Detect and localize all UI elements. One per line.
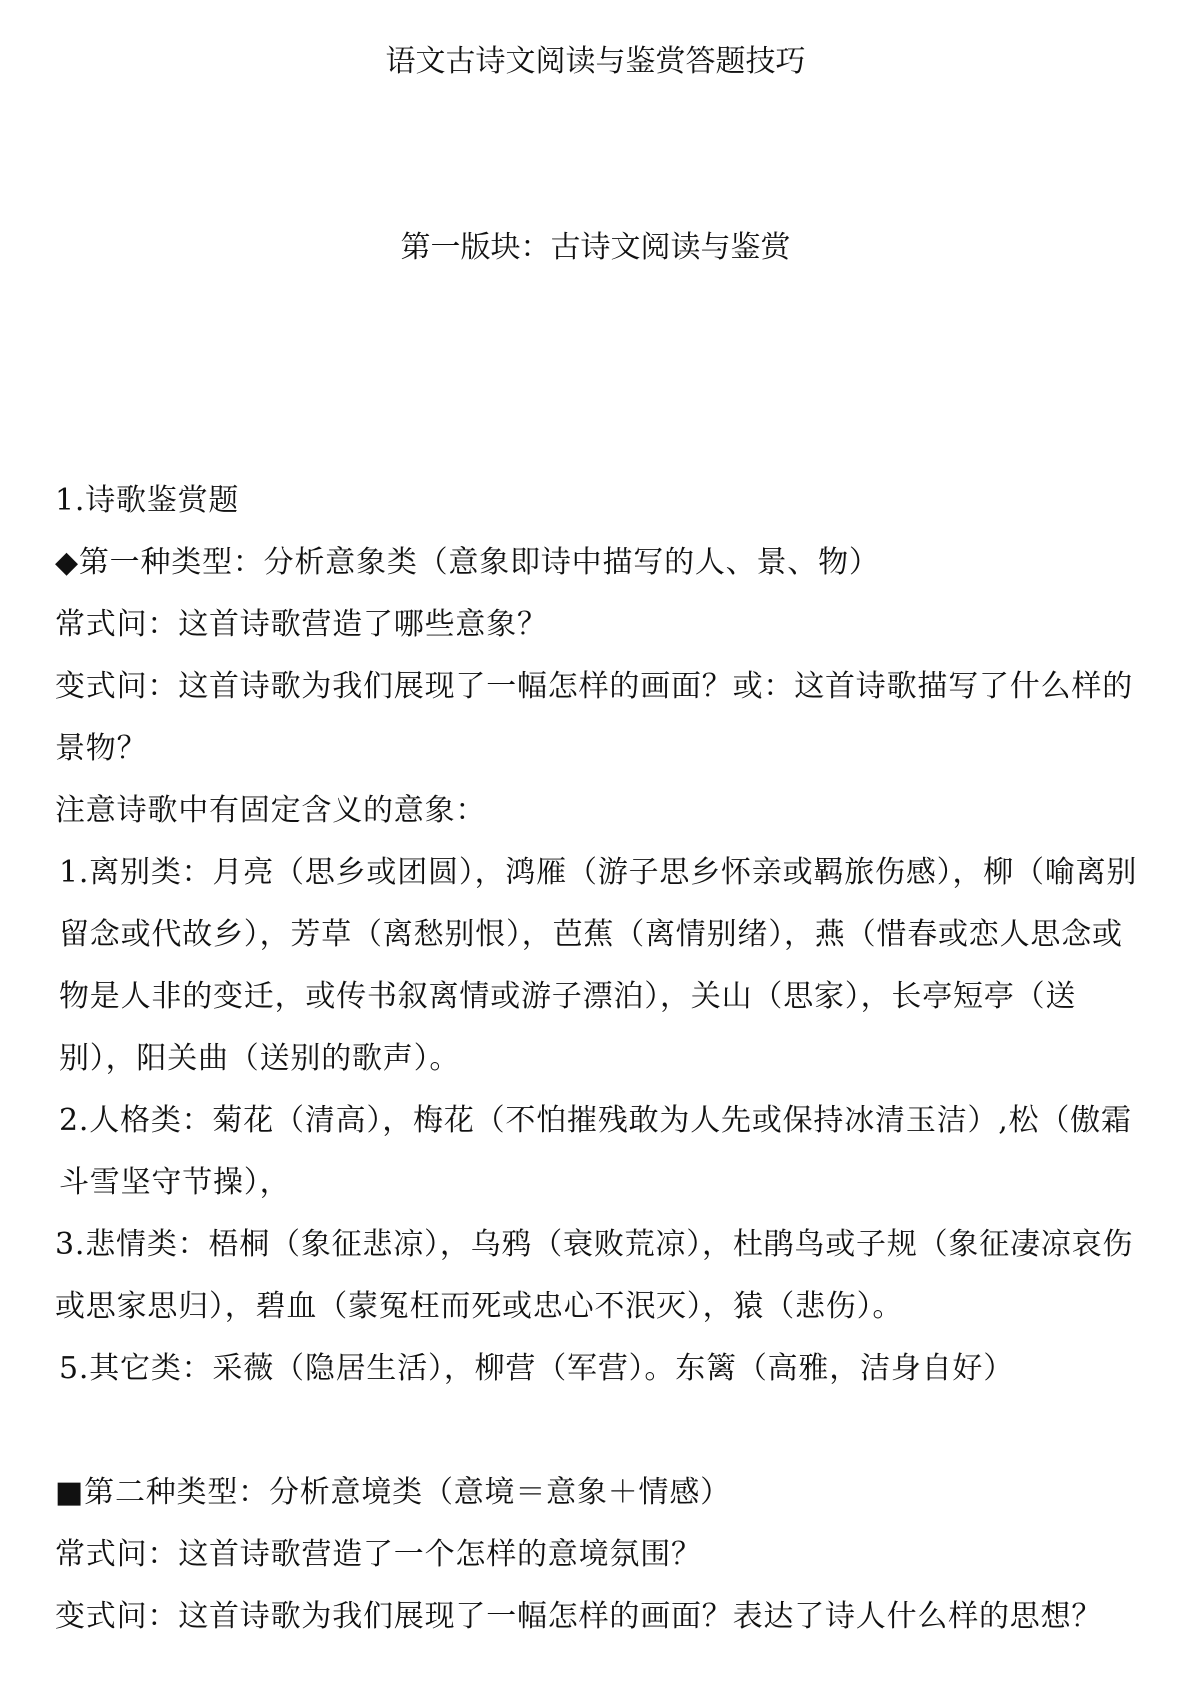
document-title: 语文古诗文阅读与鉴赏答题技巧 <box>385 44 806 79</box>
type1-variant-question: 变式问：这首诗歌为我们展现了一幅怎样的画面？或：这首诗歌描写了什么样的景物？ <box>55 669 1133 766</box>
imagery-item-parting: 1.离别类：月亮（思乡或团圆），鸿雁（游子思乡怀亲或羁旅伤感），柳（喻离别留念或代故乡），芳草（离愁别恨），芭蕉（离情别绪），燕（惜春或恋人思念或物是人非的变迁，或传书叙离情或游子漂泊），关山（思家），长亭短亭（送别），阳关曲（送别的歌声）。 <box>59 855 1138 1076</box>
type1-note: 注意诗歌中有固定含义的意象： <box>55 793 487 828</box>
imagery-item-character: 2.人格类：菊花（清高），梅花（不怕摧残敢为人先或保持冰清玉洁）,松（傲霜斗雪坚守节操）， <box>59 1103 1132 1200</box>
type1-standard-question: 常式问：这首诗歌营造了哪些意象？ <box>55 607 548 642</box>
imagery-item-sorrow: 3.悲情类：梧桐（象征悲凉），乌鸦（衰败荒凉），杜鹃鸟或子规（象征凄凉哀伤或思家思归），碧血（蒙冤枉而死或忠心不泯灭），猿（悲伤）。 <box>55 1227 1134 1324</box>
type2-variant-question: 变式问：这首诗歌为我们展现了一幅怎样的画面？表达了诗人什么样的思想？ <box>55 1599 1103 1634</box>
type1-heading: ◆第一种类型：分析意象类（意象即诗中描写的人、景、物） <box>55 545 880 580</box>
section-title: 第一版块：古诗文阅读与鉴赏 <box>400 230 791 265</box>
imagery-item-other: 5.其它类：采薇（隐居生活），柳营（军营）。东篱（高雅，洁身自好） <box>59 1351 1015 1386</box>
document-body <box>55 470 1140 1648</box>
type2-heading: ■第二种类型：分析意境类（意境＝意象＋情感） <box>55 1475 731 1510</box>
heading-poetry-appreciation: 1.诗歌鉴赏题 <box>55 483 240 518</box>
type2-standard-question: 常式问：这首诗歌营造了一个怎样的意境氛围？ <box>55 1537 702 1572</box>
